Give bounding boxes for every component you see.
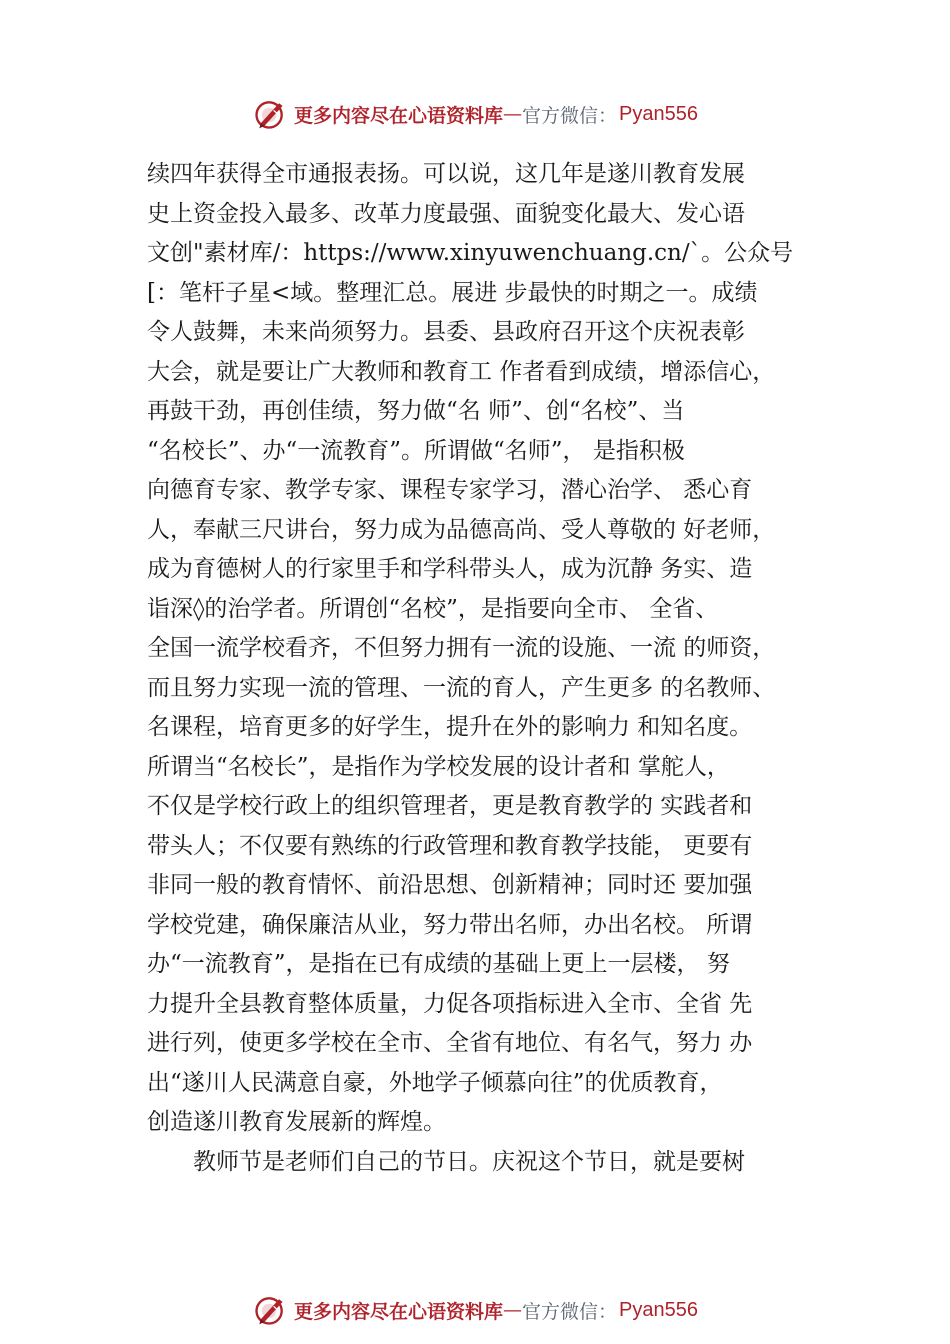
text-line: 进行列，使更多学校在全市、全省有地位、有名气，努力 办	[147, 1030, 753, 1056]
text-line: 办“一流教育”，是指在已有成绩的基础上更上一层楼， 努	[147, 951, 730, 977]
banner-dash: —	[503, 1299, 523, 1321]
text-line: 诣深◊的治学者。所谓创“名校”，是指要向全市、 全省、	[147, 595, 719, 622]
text-line: 教师节是老师们自己的节日。庆祝这个节日，就是要树	[193, 1148, 745, 1175]
text-line: 再鼓干劲，再创佳绩，努力做“名 师”、创“名校”、当	[147, 398, 685, 424]
text-line: 非同一般的教育情怀、前沿思想、创新精神；同时还 要加强	[147, 872, 753, 898]
footer-banner	[0, 1290, 950, 1330]
banner-main-text: 更多内容尽在心语资料库	[294, 104, 504, 127]
text-line: 成为育德树人的行家里手和学科带头人，成为沉静 务实、造	[147, 556, 753, 582]
banner-wechat-id: Pyan556	[619, 102, 698, 125]
text-line: 续四年获得全市通报表扬。可以说，这几年是遂川教育发展	[147, 161, 745, 187]
pen-in-circle-icon	[252, 96, 288, 132]
text-line: 力提升全县教育整体质量，力促各项指标进入全市、全省 先	[147, 990, 753, 1017]
text-line: 学校党建，确保廉洁从业，努力带出名师，办出名校。 所谓	[147, 911, 753, 938]
banner-wechat-label: 官方微信：	[522, 104, 618, 127]
text-line: 大会，就是要让广大教师和教育工 作者看到成绩，增添信心，	[147, 358, 776, 385]
text-line: [：笔杆子星<域。整理汇总。展进 步最快的时期之一。成绩	[147, 279, 758, 306]
text-line: 文创"素材库/：https://www.xinyuwenchuang.cn/`。公众号	[147, 240, 794, 266]
text-line: 不仅是学校行政上的组织管理者，更是教育教学的 实践者和	[147, 793, 753, 819]
banner-dash: —	[503, 103, 523, 125]
text-line: 所谓当“名校长”，是指作为学校发展的设计者和 掌舵人，	[147, 753, 730, 780]
text-line: 令人鼓舞，未来尚须努力。县委、县政府召开这个庆祝表彰	[147, 319, 745, 345]
document-body	[147, 155, 847, 1182]
text-line: 创造遂川教育发展新的辉煌。	[147, 1109, 446, 1135]
text-line: 而且努力实现一流的管理、一流的育人，产生更多 的名教师、	[147, 674, 776, 701]
text-line: “名校长”、办“一流教育”。所谓做“名师”， 是指积极	[147, 437, 685, 464]
text-line: 全国一流学校看齐，不但努力拥有一流的设施、一流 的师资，	[147, 635, 776, 661]
text-line: 名课程，培育更多的好学生，提升在外的影响力 和知名度。	[147, 714, 753, 740]
header-banner	[0, 94, 950, 134]
pen-in-circle-icon	[252, 1292, 288, 1328]
text-line: 向德育专家、教学专家、课程专家学习，潜心治学、 悉心育	[147, 477, 753, 503]
text-line: 史上资金投入最多、改革力度最强、面貌变化最大、发心语	[147, 200, 745, 227]
text-line: 人，奉献三尺讲台，努力成为品德高尚、受人尊敬的 好老师，	[147, 516, 776, 543]
text-line: 出“遂川人民满意自豪，外地学子倾慕向往”的优质教育，	[147, 1069, 723, 1096]
text-line: 带头人；不仅要有熟练的行政管理和教育教学技能， 更要有	[147, 832, 753, 859]
banner-main-text: 更多内容尽在心语资料库	[294, 1300, 504, 1323]
banner-wechat-id: Pyan556	[619, 1298, 698, 1321]
banner-wechat-label: 官方微信：	[522, 1300, 618, 1323]
